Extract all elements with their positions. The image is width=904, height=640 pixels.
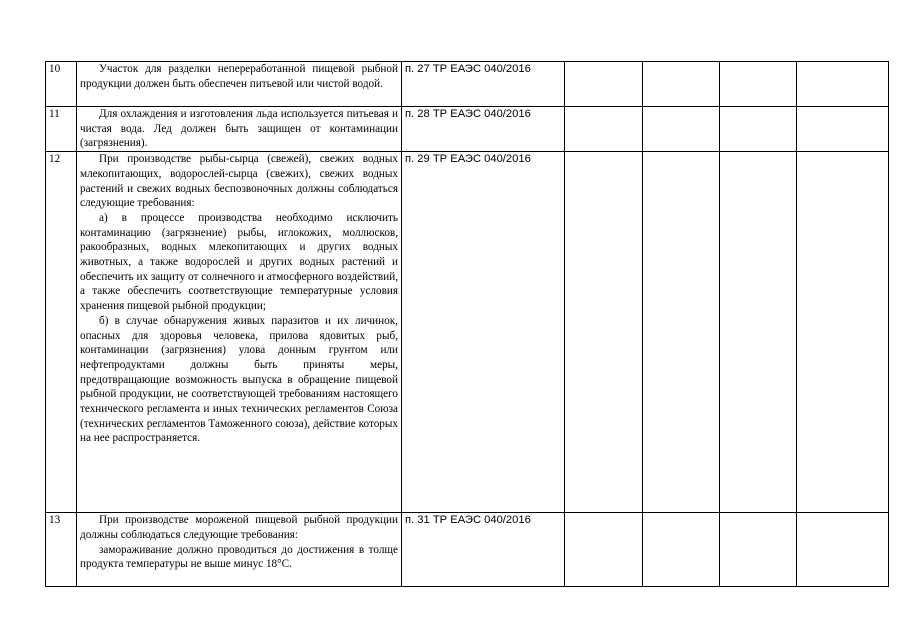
row-number: 11 [46,107,77,152]
table-row [46,62,889,107]
row-number: 12 [46,152,77,513]
empty-cell [643,62,720,107]
requirement-paragraph: При производстве мороженой пищевой рыбной продукции должны соблюдаться следующие требования: [80,514,398,541]
empty-cell [720,152,797,513]
requirement-paragraph: Для охлаждения и изготовления льда используется питьевая и чистая вода. Лед должен быть защищен от контаминации (загрязнения). [80,108,398,150]
empty-cell [797,62,889,107]
table-row [46,107,889,152]
empty-cell [565,107,643,152]
requirement-text [77,513,402,587]
empty-cell [720,62,797,107]
empty-cell [565,152,643,513]
requirement-text [77,107,402,152]
requirement-text [77,62,402,107]
regulation-reference: п. 29 ТР ЕАЭС 040/2016 [402,152,565,513]
table-row [46,152,889,513]
empty-cell [565,513,643,587]
row-number: 10 [46,62,77,107]
empty-cell [565,62,643,107]
empty-cell [643,513,720,587]
regulation-reference: п. 31 ТР ЕАЭС 040/2016 [402,513,565,587]
empty-cell [720,107,797,152]
requirement-paragraph: замораживание должно проводиться до достижения в толще продукта температуры не выше минус 18°С. [80,543,398,571]
table-row [46,513,889,587]
requirement-paragraph: б) в случае обнаружения живых паразитов и их личинок, опасных для здоровья человека, прилова ядовитых рыб, контаминации (загрязнения) улова донным грунтом или нефтепродуктами должны быть приняты меры, предотвращающие возможность выпуска в обращение пищевой рыбной продукции, не соответствующей требованиям настоящего технического регламента и иных технических регламентов Союза (технических регламентов Таможенного союза), действие которых на нее распространяется. [80,314,398,445]
empty-cell [643,152,720,513]
empty-cell [720,513,797,587]
requirement-paragraph: а) в процессе производства необходимо исключить контаминацию (загрязнение) рыбы, иглокожих, моллюсков, ракообразных, водных млекопитающих и других водных животных, а также водорослей и других водных растений и обеспечить их защиту от солнечного и атмосферного воздействий, а также обеспечить соответствующие температурные условия хранения пищевой рыбной продукции; [80,211,398,313]
requirement-paragraph: При производстве рыбы-сырца (свежей), свежих водных млекопитающих, водорослей-сырца (свежих), свежих водных растений и свежих водных беспозвоночных должны соблюдаться следующие требования: [80,153,398,210]
requirement-paragraph: Участок для разделки непереработанной пищевой рыбной продукции должен быть обеспечен питьевой или чистой водой. [80,63,398,90]
requirement-text [77,152,402,513]
empty-cell [643,107,720,152]
empty-cell [797,152,889,513]
empty-cell [797,513,889,587]
requirements-table [45,61,889,587]
regulation-reference: п. 28 ТР ЕАЭС 040/2016 [402,107,565,152]
row-number: 13 [46,513,77,587]
empty-cell [797,107,889,152]
regulation-reference: п. 27 ТР ЕАЭС 040/2016 [402,62,565,107]
